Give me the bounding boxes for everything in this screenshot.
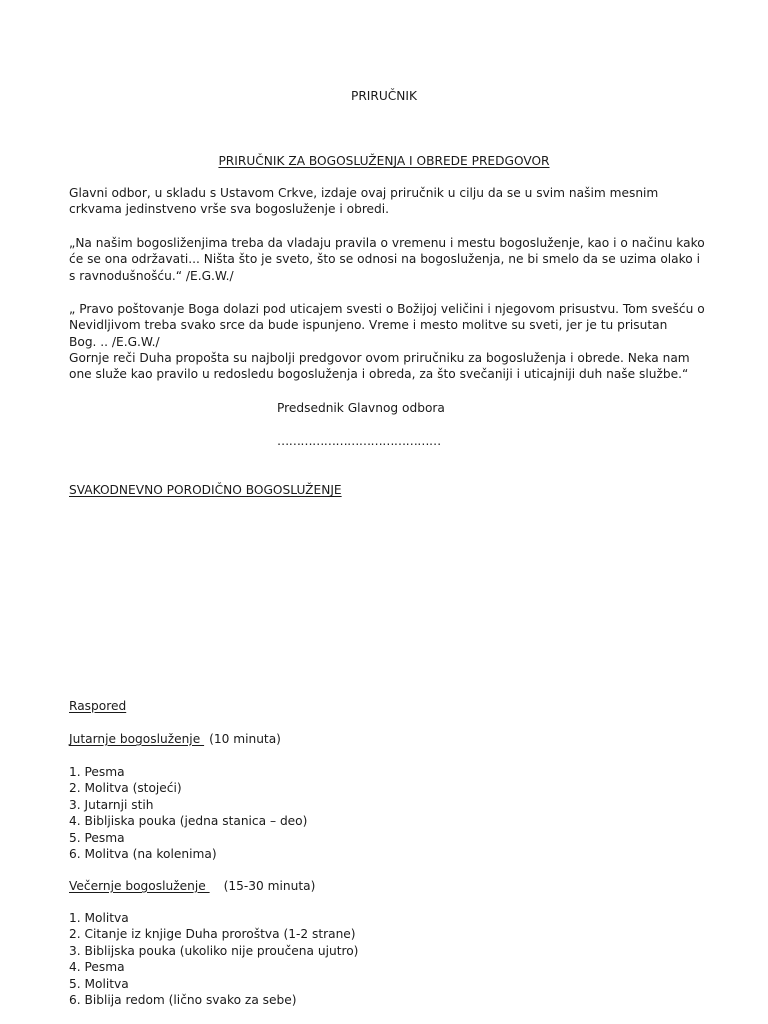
section-heading-text: SVAKODNEVNO PORODIČNO BOGOSLUŽENJE (69, 483, 342, 497)
quote1-line: će se ona održavati... Ništa što je sveto, što se odnosi na bogosluženja, ne bi smelo da se uzima olako i (69, 252, 700, 267)
doc-subtitle-text: PRIRUČNIK ZA BOGOSLUŽENJA I OBREDE PREDGOVOR (218, 154, 550, 168)
quote1-line: „Na našim bogosliženjima treba da vladaju pravila o vremenu i mestu bogosluženje, kao i o načinu kako (69, 236, 705, 250)
doc-title: PRIRUČNIK (350, 89, 417, 103)
list-item: 2. Molitva (stojeći) (69, 781, 182, 796)
quote2-line: one služe kao pravilo u redosledu bogosluženja i obreda, za što svečaniji i uticajniji duh naše službe.“ (69, 367, 689, 382)
morning-list (69, 764, 307, 862)
raspored-heading (69, 698, 126, 714)
evening-list (69, 910, 358, 1008)
quote2-line: Bog. .. /E.G.W./ (69, 334, 160, 349)
quote1-line: s ravnodušnošću.“ /E.G.W./ (69, 268, 234, 283)
section-heading (69, 482, 342, 498)
list-item: 1. Pesma (69, 765, 125, 779)
list-item: 3. Jutarnji stih (69, 797, 154, 812)
raspored-text: Raspored (69, 699, 127, 713)
morning-duration: (10 minuta) (209, 732, 281, 746)
list-item: 1. Molitva (69, 911, 129, 925)
list-item: 3. Biblijska pouka (ukoliko nije proučena ujutro) (69, 943, 359, 958)
list-item: 2. Citanje iz knjige Duha proroštva (1-2 strane) (69, 927, 356, 942)
evening-heading (69, 878, 315, 894)
quote-paragraph-2 (69, 301, 709, 382)
signature-dots: …………………………………… (277, 434, 441, 448)
list-item: 6. Biblija redom (lično svako za sebe) (69, 992, 297, 1007)
quote2-line: Gornje reči Duha propošta su najbolji predgovor ovom priručniku za bogosluženja i obrede. Neka nam (69, 350, 690, 365)
doc-subtitle (0, 153, 768, 169)
signature-label: Predsednik Glavnog odbora (277, 401, 445, 415)
intro-line: crkvama jedinstveno vrše sva bogosluženje i obredi. (69, 202, 390, 217)
list-item: 4. Pesma (69, 960, 125, 975)
morning-title: Jutarnje bogosluženje (69, 732, 205, 746)
list-item: 5. Molitva (69, 976, 129, 991)
quote2-line: Nevidljivom treba svako srce da bude ispunjeno. Vreme i mesto molitve su sveti, jer je tu prisutan (69, 318, 668, 333)
list-item: 6. Molitva (na kolenima) (69, 846, 217, 861)
quote2-line: „ Pravo poštovanje Boga dolazi pod uticajem svesti o Božijoj veličini i njegovom prisustvu. Tom svešću o (69, 302, 705, 316)
list-item: 5. Pesma (69, 830, 125, 845)
list-item: 4. Bibljiska pouka (jedna stanica – deo) (69, 814, 308, 829)
intro-line: Glavni odbor, u skladu s Ustavom Crkve, izdaje ovaj priručnik u cilju da se u svim našim mesnim (69, 186, 659, 200)
morning-heading (69, 731, 281, 747)
evening-duration: (15-30 minuta) (223, 879, 316, 893)
intro-paragraph (69, 185, 709, 218)
evening-title: Večernje bogosluženje (69, 879, 210, 893)
quote-paragraph-1 (69, 235, 709, 284)
